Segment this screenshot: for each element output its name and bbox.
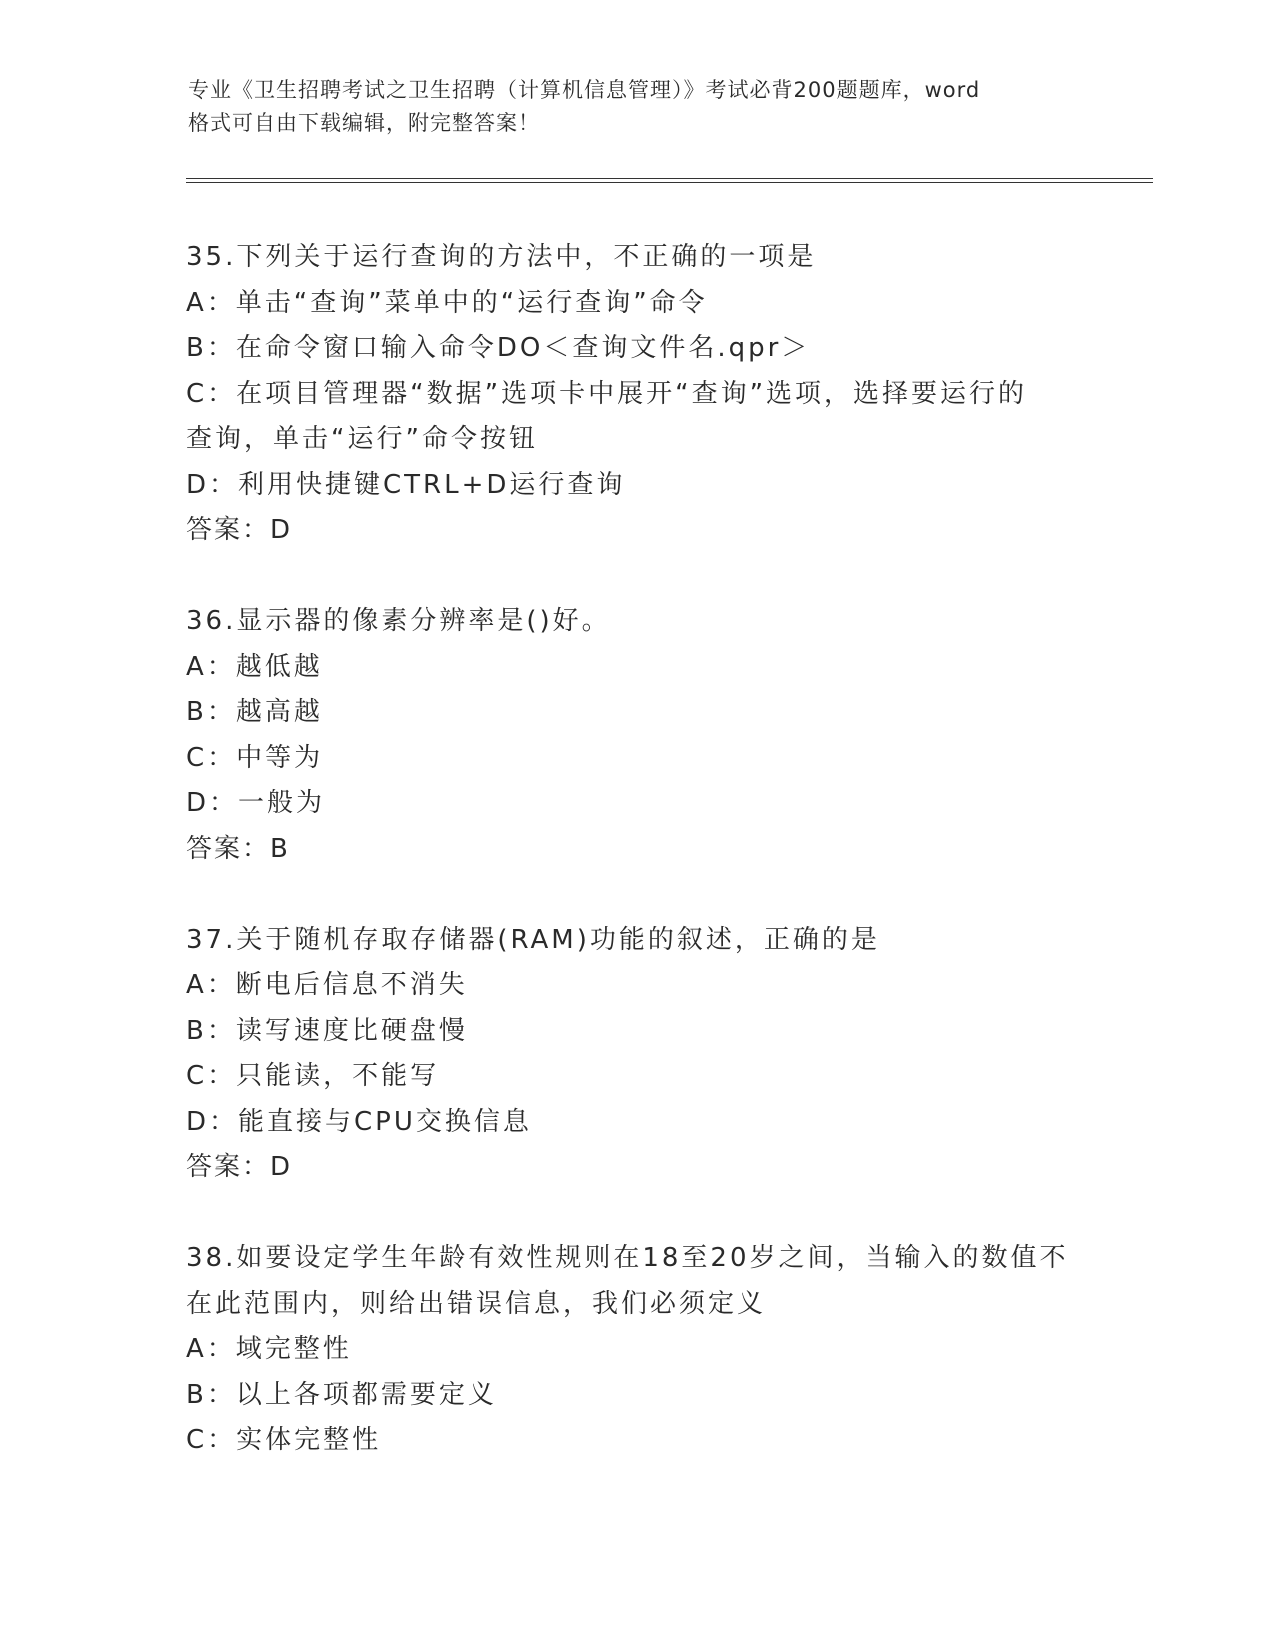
answer-option: B：越高越 — [186, 697, 323, 727]
answer-option: A：越低越 — [186, 651, 323, 682]
question-spacer — [186, 872, 1086, 918]
answer-key: 答案：D — [186, 1152, 293, 1182]
answer-option: B：以上各项都需要定义 — [186, 1379, 497, 1410]
answer-option: A：断电后信息不消失 — [186, 970, 468, 1000]
question-stem: 36.显示器的像素分辨率是()好。 — [186, 606, 611, 636]
answer-option: D：一般为 — [186, 788, 326, 818]
answer-option: D：利用快捷键CTRL+D运行查询 — [186, 469, 626, 500]
header-divider — [186, 178, 1153, 183]
question-spacer — [186, 1191, 1086, 1237]
answer-option: B：在命令窗口输入命令DO＜查询文件名.qpr＞ — [186, 333, 811, 363]
header-line-1: 专业《卫生招聘考试之卫生招聘（计算机信息管理）》考试必背200题题库，word — [188, 78, 981, 102]
header-line-2: 格式可自由下载编辑，附完整答案！ — [188, 111, 540, 135]
question-block — [186, 235, 1086, 554]
question-block — [186, 1236, 1086, 1464]
answer-option: C：中等为 — [186, 742, 324, 773]
answer-option: C：在项目管理器“数据”选项卡中展开“查询”选项，选择要运行的 — [186, 378, 1028, 409]
answer-option: A：单击“查询”菜单中的“运行查询”命令 — [186, 287, 708, 318]
question-stem: 37.关于随机存取存储器(RAM)功能的叙述，正确的是 — [186, 924, 880, 955]
question-stem: 在此范围内，则给出错误信息，我们必须定义 — [186, 1288, 767, 1319]
answer-option: C：实体完整性 — [186, 1425, 382, 1455]
answer-option: D：能直接与CPU交换信息 — [186, 1106, 532, 1137]
answer-key: 答案：B — [186, 833, 290, 864]
answer-option: C：只能读，不能写 — [186, 1061, 440, 1091]
question-list — [186, 235, 1086, 1464]
question-spacer — [186, 554, 1086, 600]
question-block — [186, 918, 1086, 1191]
answer-option: B：读写速度比硬盘慢 — [186, 1015, 468, 1046]
answer-key: 答案：D — [186, 515, 293, 545]
question-stem: 35.下列关于运行查询的方法中，不正确的一项是 — [186, 242, 817, 272]
question-stem: 38.如要设定学生年龄有效性规则在18至20岁之间，当输入的数值不 — [186, 1243, 1069, 1273]
answer-option: 查询，单击“运行”命令按钮 — [186, 424, 538, 454]
question-block — [186, 599, 1086, 872]
answer-option: A：域完整性 — [186, 1334, 352, 1364]
document-header — [188, 74, 1108, 140]
